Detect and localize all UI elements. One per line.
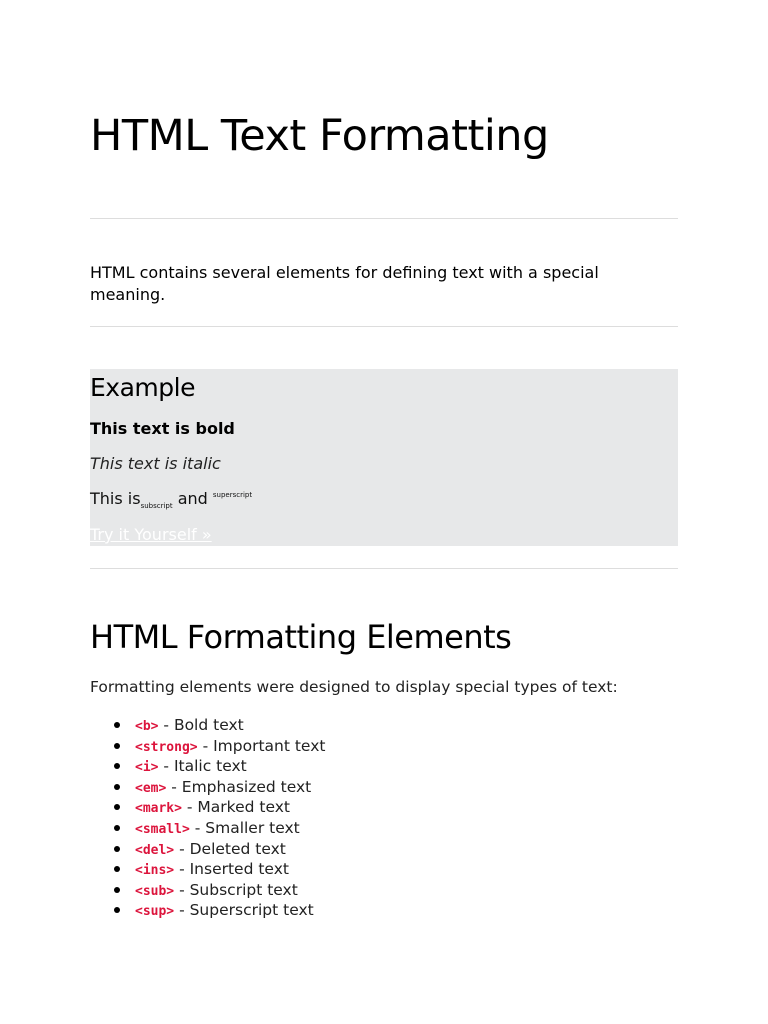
bullet-icon [114, 743, 120, 749]
list-item [90, 900, 325, 921]
element-description: - Marked text [186, 798, 290, 817]
element-description: - Bold text [163, 716, 244, 734]
example-subsup-prefix: This is [90, 489, 141, 508]
list-item [90, 818, 325, 839]
bullet-icon [114, 784, 120, 790]
element-tag: <mark> [135, 801, 182, 817]
element-tag: <ins> [135, 863, 175, 879]
bullet-icon [114, 846, 120, 852]
bullet-icon [114, 804, 120, 810]
list-item [90, 880, 325, 901]
example-italic-text: This text is italic [90, 454, 221, 473]
list-item [90, 839, 325, 860]
element-description: - Inserted text [179, 860, 289, 879]
example-heading: Example [90, 373, 195, 402]
element-tag: <sup> [135, 904, 175, 920]
element-description: - Emphasized text [171, 777, 312, 796]
example-superscript: superscript [212, 491, 253, 499]
element-tag: <sub> [135, 883, 175, 899]
try-it-yourself-link[interactable]: Try it Yourself » [90, 525, 212, 544]
page-title: HTML Text Formatting [90, 111, 549, 161]
element-description: - Important text [202, 736, 326, 755]
example-subsup-text [90, 488, 252, 510]
element-tag: <i> [135, 760, 159, 776]
formatting-elements-list [90, 715, 325, 921]
list-item [90, 859, 325, 880]
divider [90, 218, 678, 219]
list-item [90, 777, 325, 798]
element-tag: <small> [135, 821, 190, 837]
section-description: Formatting elements were designed to display special types of text: [90, 678, 618, 696]
divider [90, 568, 678, 569]
element-description: - Smaller text [194, 818, 300, 837]
bullet-icon [114, 722, 120, 728]
element-tag: <del> [135, 842, 175, 858]
intro-paragraph: HTML contains several elements for defining text with a special meaning. [90, 263, 599, 304]
list-item [90, 797, 325, 818]
element-tag: <strong> [135, 739, 198, 755]
list-item [90, 756, 325, 777]
example-subscript: subscript [140, 502, 173, 510]
bullet-icon [114, 887, 120, 893]
example-bold-text: This text is bold [90, 419, 235, 438]
element-description: - Deleted text [179, 839, 286, 858]
bullet-icon [114, 825, 120, 831]
list-item [90, 736, 325, 757]
list-item [90, 715, 325, 736]
bullet-icon [114, 866, 120, 872]
section-title: HTML Formatting Elements [90, 618, 512, 656]
divider [90, 326, 678, 327]
bullet-icon [114, 907, 120, 913]
bullet-icon [114, 763, 120, 769]
element-description: - Superscript text [179, 901, 314, 920]
element-description: - Subscript text [179, 880, 298, 899]
element-description: - Italic text [163, 757, 247, 776]
element-tag: <em> [135, 780, 167, 796]
element-tag: <b> [135, 719, 159, 734]
example-subsup-middle: and [177, 489, 208, 508]
